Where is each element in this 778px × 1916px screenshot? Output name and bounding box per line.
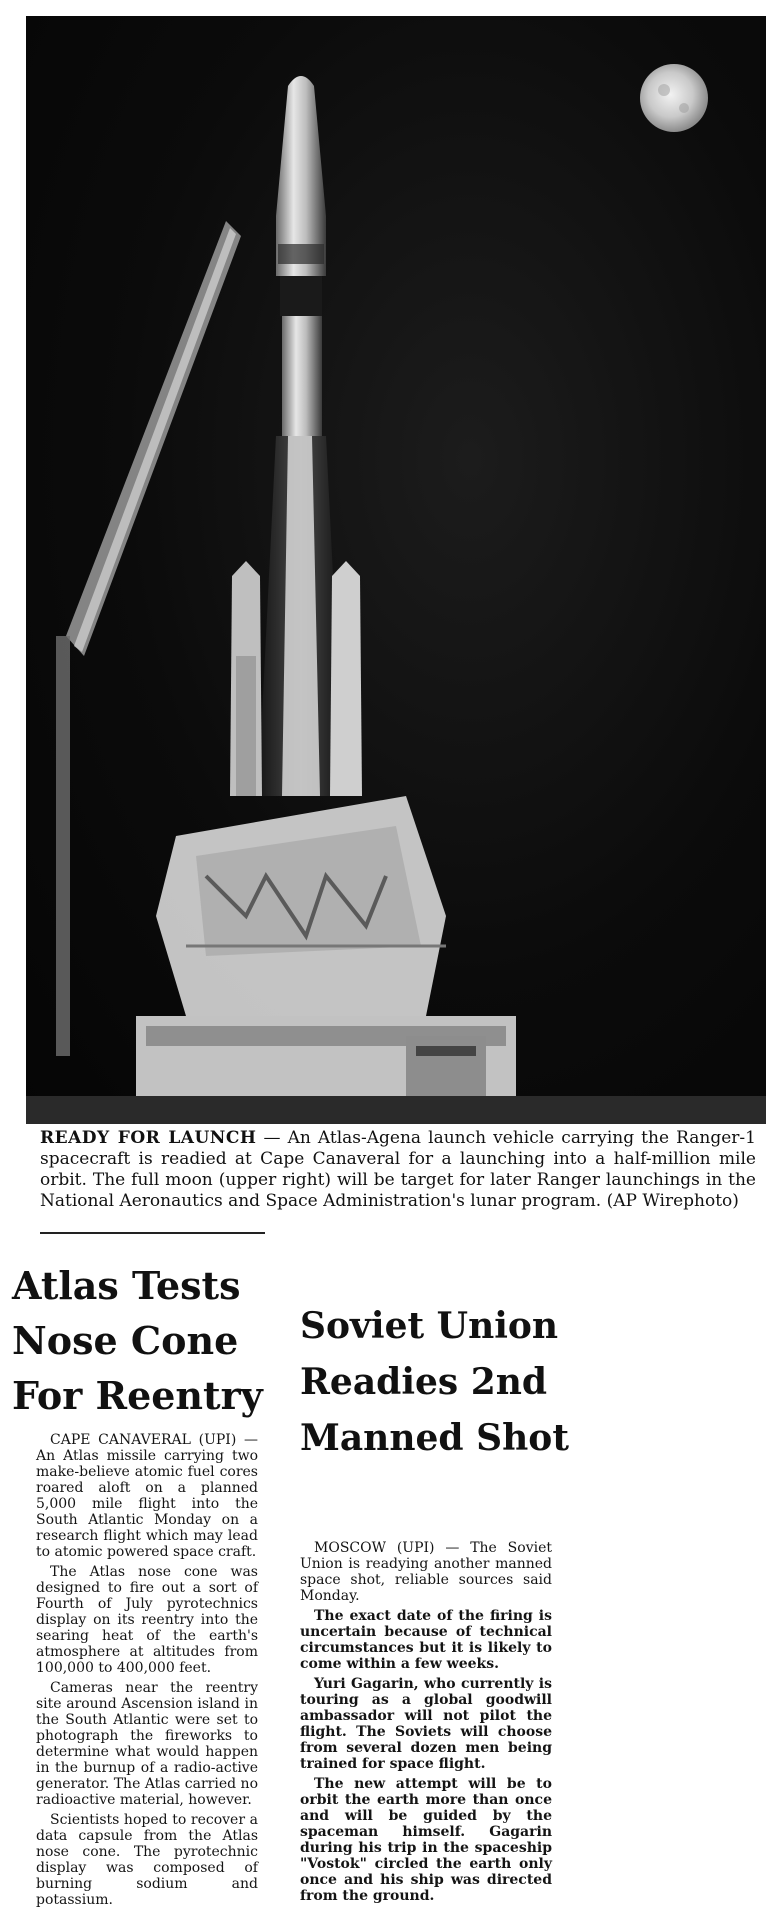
article-paragraph: The Atlas nose cone was designed to fire out a sort of Fourth of July pyrotechnics display on its reentry into the searing heat of the earth's atmosphere at altitudes from 100,000 to 400,000 feet.: [36, 1564, 258, 1676]
caption-text: — An Atlas-Agena launch vehicle carrying the Ranger-1 spacecraft is readied at Cape Canaveral for a launching into a half-million mile orbit. The full moon (upper right) will be target for later Ranger launchings in the National Aeronautics and Space Administration's lunar program. (AP Wirephoto): [40, 1128, 756, 1211]
caption-lead: READY FOR LAUNCH: [40, 1128, 257, 1148]
article-paragraph: Yuri Gagarin, who currently is touring as a global goodwill ambassador will not pilot the flight. The Soviets will choose from several dozen men being trained for space flight.: [300, 1676, 552, 1772]
article-paragraph: The new attempt will be to orbit the earth more than once and will be guided by the spaceman himself. Gagarin during his trip in the spaceship "Vostok" circled the earth only once and his ship was directed from the ground.: [300, 1776, 552, 1904]
article-paragraph: MOSCOW (UPI) — The Soviet Union is readying another manned space shot, reliable sources said Monday.: [300, 1540, 552, 1604]
article-atlas-body: [36, 1432, 258, 1912]
photo-caption: [40, 1128, 756, 1212]
moon-shape: [640, 64, 708, 132]
article-paragraph: Scientists hoped to recover a data capsule from the Atlas nose cone. The pyrotechnic display was composed of burning sodium and potassium.: [36, 1812, 258, 1908]
headline-atlas: Atlas Tests Nose Cone For Reentry: [12, 1263, 263, 1418]
rocket-photo: [26, 16, 766, 1124]
article-soviet-body: [300, 1540, 552, 1908]
caption-divider: [40, 1232, 265, 1234]
headline-soviet: Soviet Union Readies 2nd Manned Shot: [300, 1305, 569, 1459]
article-paragraph: CAPE CANAVERAL (UPI) — An Atlas missile carrying two make-believe atomic fuel cores roared aloft on a planned 5,000 mile flight into the South Atlantic Monday on a research flight which may lead to atomic powered space craft.: [36, 1432, 258, 1560]
rocket-illustration: [26, 16, 766, 1124]
article-paragraph: Cameras near the reentry site around Ascension island in the South Atlantic were set to photograph the fireworks to determine what would happen in the burnup of a radio-active generator. The Atlas carried no radioactive material, however.: [36, 1680, 258, 1808]
article-paragraph: The exact date of the firing is uncertain because of technical circumstances but it is likely to come within a few weeks.: [300, 1608, 552, 1672]
